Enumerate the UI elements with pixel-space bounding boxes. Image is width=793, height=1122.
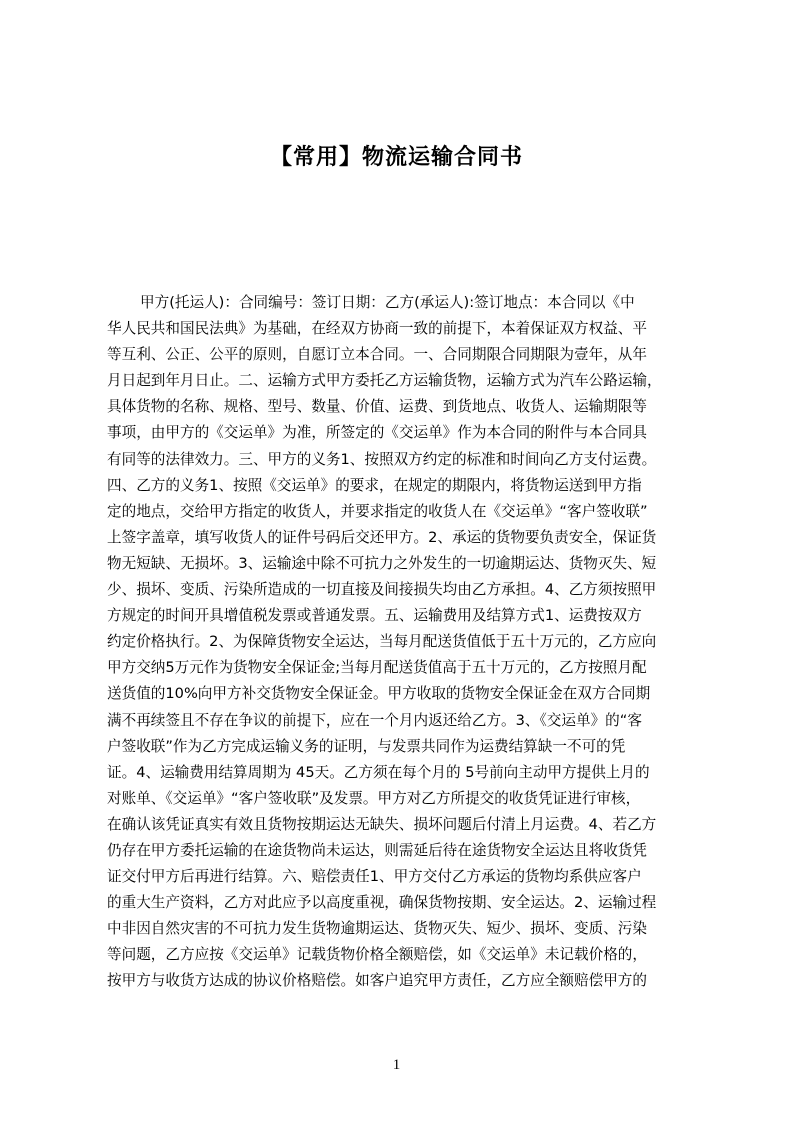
body-line: 对账单、《交运单》“客户签收联”及发票。甲方对乙方所提交的收货凭证进行审核， <box>107 789 641 807</box>
contract-body <box>107 290 699 995</box>
body-line: 按甲方与收货方达成的协议价格赔偿。如客户追究甲方责任，乙方应全额赔偿甲方的 <box>107 972 647 990</box>
body-line: 送货值的10%向甲方补交货物安全保证金。甲方收取的货物安全保证金在双方合同期 <box>107 685 651 703</box>
body-line: 物无短缺、无损坏。3、运输途中除不可抗力之外发生的一切逾期运达、货物灭失、短 <box>107 554 657 572</box>
page-number: 1 <box>392 1057 401 1073</box>
body-line: 仍存在甲方委托运输的在途货物尚未运达，则需延后待在途货物安全运达且将收货凭 <box>107 841 647 859</box>
body-line: 的重大生产资料，乙方对此应予以高度重视，确保货物按期、安全运达。2、运输过程 <box>107 894 657 912</box>
body-line: 上签字盖章，填写收货人的证件号码后交还甲方。2、承运的货物要负责安全，保证货 <box>107 528 657 546</box>
body-line: 月日起到年月日止。二、运输方式甲方委托乙方运输货物，运输方式为汽车公路运输， <box>107 372 662 390</box>
body-line: 户签收联”作为乙方完成运输义务的证明，与发票共同作为运费结算缺一不可的凭 <box>107 737 626 755</box>
body-line: 证。4、运输费用结算周期为 45天。乙方须在每个月的 5号前向主动甲方提供上月的 <box>107 763 650 781</box>
body-line: 定的地点，交给甲方指定的收货人，并要求指定的收货人在《交运单》“客户签收联” <box>107 502 648 520</box>
document-title: 【常用】物流运输合同书 <box>269 145 523 170</box>
body-line: 具体货物的名称、规格、型号、数量、价值、运费、到货地点、收货人、运输期限等 <box>107 398 647 416</box>
body-line: 中非因自然灾害的不可抗力发生货物逾期运达、货物灭失、短少、损坏、变质、污染 <box>107 920 647 938</box>
body-line: 甲方交纳5万元作为货物安全保证金;当每月配送货值高于五十万元的，乙方按照月配 <box>107 659 647 677</box>
body-line: 甲方(托运人)：合同编号：签订日期：乙方(承运人):签订地点：本合同以《中 <box>140 294 635 311</box>
body-line: 华人民共和国民法典》为基础，在经双方协商一致的前提下，本着保证双方权益、平 <box>107 320 647 338</box>
body-line: 证交付甲方后再进行结算。六、赔偿责任1、甲方交付乙方承运的货物均系供应客户 <box>107 868 642 886</box>
body-line: 等互利、公正、公平的原则，自愿订立本合同。一、合同期限合同期限为壹年，从年 <box>107 346 647 364</box>
body-line: 在确认该凭证真实有效且货物按期运达无缺失、损坏问题后付清上月运费。4、若乙方 <box>107 815 657 833</box>
body-line: 事项，由甲方的《交运单》为准，所签定的《交运单》作为本合同的附件与本合同具 <box>107 424 647 442</box>
body-line: 等问题，乙方应按《交运单》记载货物价格全额赔偿，如《交运单》未记载价格的， <box>107 946 647 964</box>
body-line: 少、损坏、变质、污染所造成的一切直接及间接损失均由乙方承担。4、乙方须按照甲 <box>107 581 657 599</box>
body-line: 满不再续签且不存在争议的前提下，应在一个月内返还给乙方。3、《交运单》的“客 <box>107 711 642 729</box>
body-line: 约定价格执行。2、为保障货物安全运达，当每月配送货值低于五十万元的，乙方应向 <box>107 633 657 651</box>
body-line: 方规定的时间开具增值税发票或普通发票。五、运输费用及结算方式1、运费按双方 <box>107 607 642 625</box>
body-line: 四、乙方的义务1、按照《交运单》的要求，在规定的期限内，将货物运送到甲方指 <box>107 476 642 494</box>
body-line: 有同等的法律效力。三、甲方的义务1、按照双方约定的标准和时间向乙方支付运费。 <box>107 450 657 468</box>
